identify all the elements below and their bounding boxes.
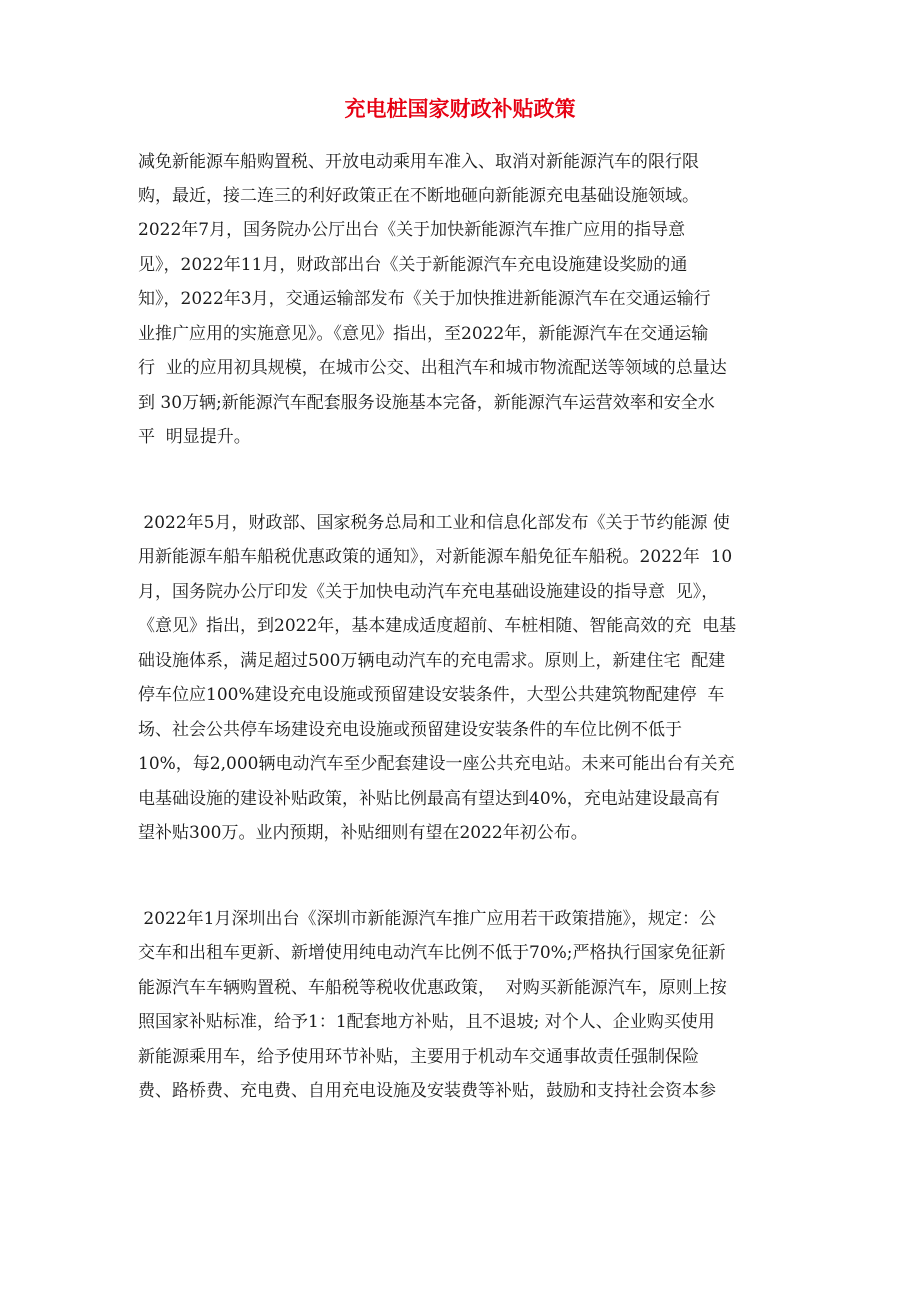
text-line: 能源汽车车辆购置税、车船税等税收优惠政策， 对购买新能源汽车，原则上按 xyxy=(138,978,727,998)
text-line: 电基础设施的建设补贴政策，补贴比例最高有望达到40%，充电站建设最高有 xyxy=(138,789,720,809)
text-line: 2022年1月深圳出台《深圳市新能源汽车推广应用若干政策措施》，规定：公 xyxy=(138,909,716,929)
text-line: 望补贴300万。业内预期，补贴细则有望在2022年初公布。 xyxy=(138,823,588,843)
text-line: 场、社会公共停车场建设充电设施或预留建设安装条件的车位比例不低于 xyxy=(138,720,682,740)
text-line: 费、路桥费、充电费、自用充电设施及安装费等补贴，鼓励和支持社会资本参 xyxy=(138,1081,716,1101)
text-line: 知》，2022年3月，交通运输部发布《关于加快推进新能源汽车在交通运输行 xyxy=(138,289,711,309)
text-line: 新能源乘用车，给予使用环节补贴，主要用于机动车交通事故责任强制保险 xyxy=(138,1047,699,1067)
text-line: 照国家补贴标准，给予1：1配套地方补贴，且不退坡; 对个人、企业购买使用 xyxy=(138,1012,715,1032)
text-line: 月，国务院办公厅印发《关于加快电动汽车充电基础设施建设的指导意 见》， xyxy=(138,582,719,602)
text-line: 到 30万辆;新能源汽车配套服务设施基本完备，新能源汽车运营效率和安全水 xyxy=(138,393,715,413)
text-line: 2022年7月，国务院办公厅出台《关于加快新能源汽车推广应用的指导意 xyxy=(138,220,686,240)
text-line: 停车位应100%建设充电设施或预留建设安装条件，大型公共建筑物配建停 车 xyxy=(138,685,725,705)
text-line: 10%，每2,000辆电动汽车至少配套建设一座公共充电站。未来可能出台有关充 xyxy=(138,754,735,774)
text-line: 础设施体系，满足超过500万辆电动汽车的充电需求。原则上，新建住宅 配建 xyxy=(138,651,726,671)
document-title: 充电桩国家财政补贴政策 xyxy=(344,97,576,121)
text-line: 2022年5月，财政部、国家税务总局和工业和信息化部发布《关于节约能源 使 xyxy=(138,513,730,533)
text-line: 平 明显提升。 xyxy=(138,427,251,447)
text-line: 购，最近，接二连三的利好政策正在不断地砸向新能源充电基础设施领域。 xyxy=(138,186,699,206)
text-line: 用新能源车船车船税优惠政策的通知》，对新能源车船免征车船税。2022年 10 xyxy=(138,547,733,567)
text-line: 行 业的应用初具规模，在城市公交、出租汽车和城市物流配送等领域的总量达 xyxy=(138,358,727,378)
text-line: 《意见》指出，到2022年，基本建成适度超前、车桩相随、智能高效的充 电基 xyxy=(138,616,737,636)
text-line: 业推广应用的实施意见》。《意见》指出，至2022年，新能源汽车在交通运输 xyxy=(138,324,709,344)
text-line: 减免新能源车船购置税、开放电动乘用车准入、取消对新能源汽车的限行限 xyxy=(138,152,699,172)
text-line: 交车和出租车更新、新增使用纯电动汽车比例不低于70%;严格执行国家免征新 xyxy=(138,943,726,963)
text-line: 见》，2022年11月，财政部出台《关于新能源汽车充电设施建设奖励的通 xyxy=(138,255,688,275)
